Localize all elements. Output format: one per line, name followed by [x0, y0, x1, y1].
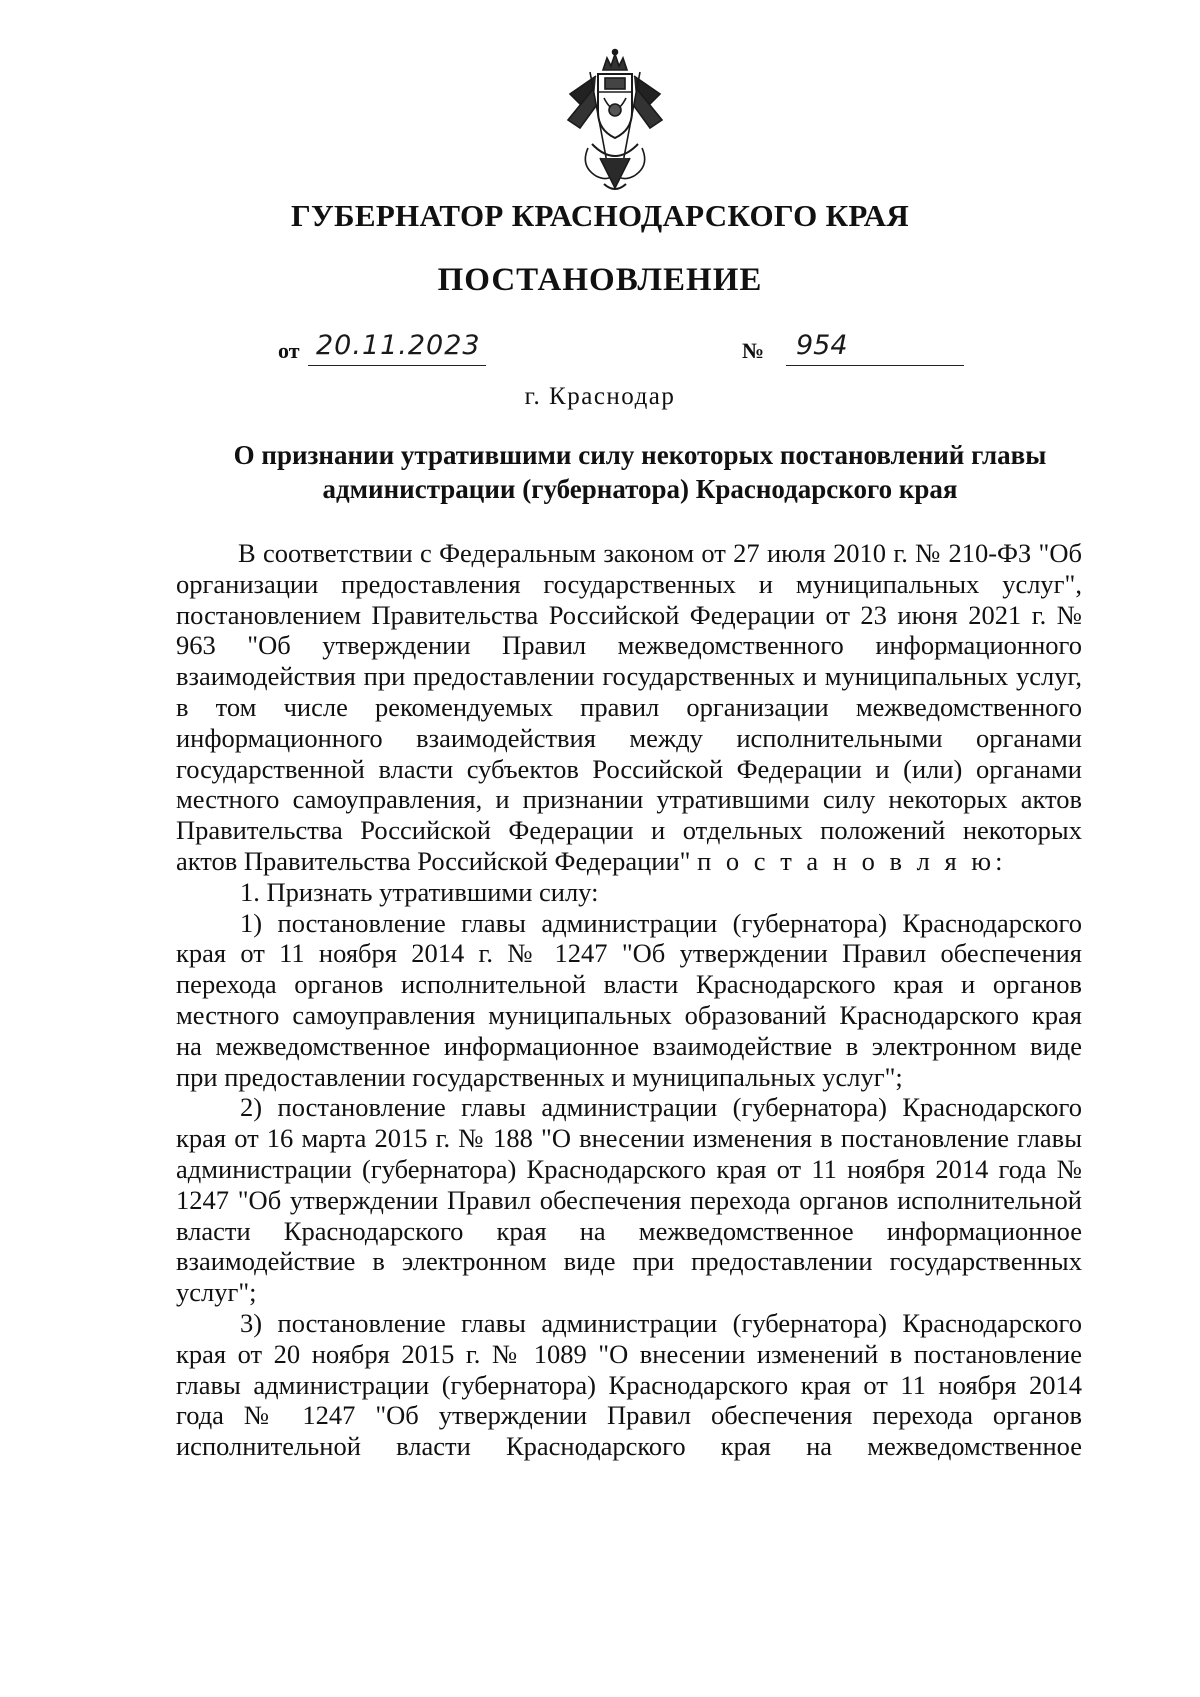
preamble-text: В соответствии с Федеральным законом от 27 июля 2010 г. № 210-ФЗ "Об организации предоставления государственных и муниципальных услуг", постановлением Правительства Российской Федерации от 23 июня 2021 г. № 963 "Об утверждении Правил межведомственного информационного взаимодействия при предоставлении государственных и муниципальных услуг, в том числе рекомендуемых правил организации межведомственного информационного взаимодействия между исполнительными органами государственной власти субъектов Российской Федерации и (или) органами местного самоуправления, и признании утратившими силу некоторых актов Правительства Российской Федерации и отдельных положений некоторых актов Правительства Российской Федерации" [176, 538, 1082, 876]
document-title [175, 438, 1105, 506]
document-body [176, 538, 1082, 1462]
document-date: 20.11.2023 [316, 330, 481, 361]
subitem-2: 2) постановление главы администрации (губернатора) Краснодарского края от 16 марта 2015 г. № 188 "О внесении изменения в постановление главы администрации (губернатора) Краснодарского края от 11 ноября 2014 года № 1247 "Об утверждении Правил обеспечения перехода органов исполнительной власти Краснодарского края на межведомственное информационное взаимодействие в электронном виде при предоставлении государственных услуг"; [176, 1092, 1082, 1308]
document-type: ПОСТАНОВЛЕНИЕ [437, 262, 763, 298]
preamble-paragraph [176, 538, 1082, 877]
date-label: от [278, 338, 300, 363]
issuing-authority: ГУБЕРНАТОР КРАСНОДАРСКОГО КРАЯ [290, 198, 910, 233]
city: г. Краснодар [524, 383, 676, 410]
title-line-1: О признании утратившими силу некоторых постановлений главы [233, 440, 1047, 470]
document-number: 954 [796, 330, 848, 361]
item-1: 1. Признать утратившими силу: [240, 876, 599, 907]
title-line-2: администрации (губернатора) Краснодарского края [322, 474, 958, 504]
coat-of-arms-icon [560, 48, 670, 198]
subitem-3: 3) постановление главы администрации (губернатора) Краснодарского края от 20 ноября 2015 г. № 1089 "О внесении изменений в постановление главы администрации (губернатора) Краснодарского края от 11 ноября 2014 года № 1247 "Об утверждении Правил обеспечения перехода органов исполнительной власти Краснодарского края на межведомственное [176, 1307, 1082, 1462]
subitem-1: 1) постановление главы администрации (губернатора) Краснодарского края от 11 ноября 2014 г. № 1247 "Об утверждении Правил обеспечения перехода органов исполнительной власти Краснодарского края и органов местного самоуправления муниципальных образований Краснодарского края на межведомственное информационное взаимодействие в электронном виде при предоставлении государственных и муниципальных услуг"; [176, 907, 1082, 1092]
date-number-row [0, 330, 1200, 370]
number-label: № [742, 338, 765, 363]
resolve-word: п о с т а н о в л я ю: [697, 845, 1007, 876]
